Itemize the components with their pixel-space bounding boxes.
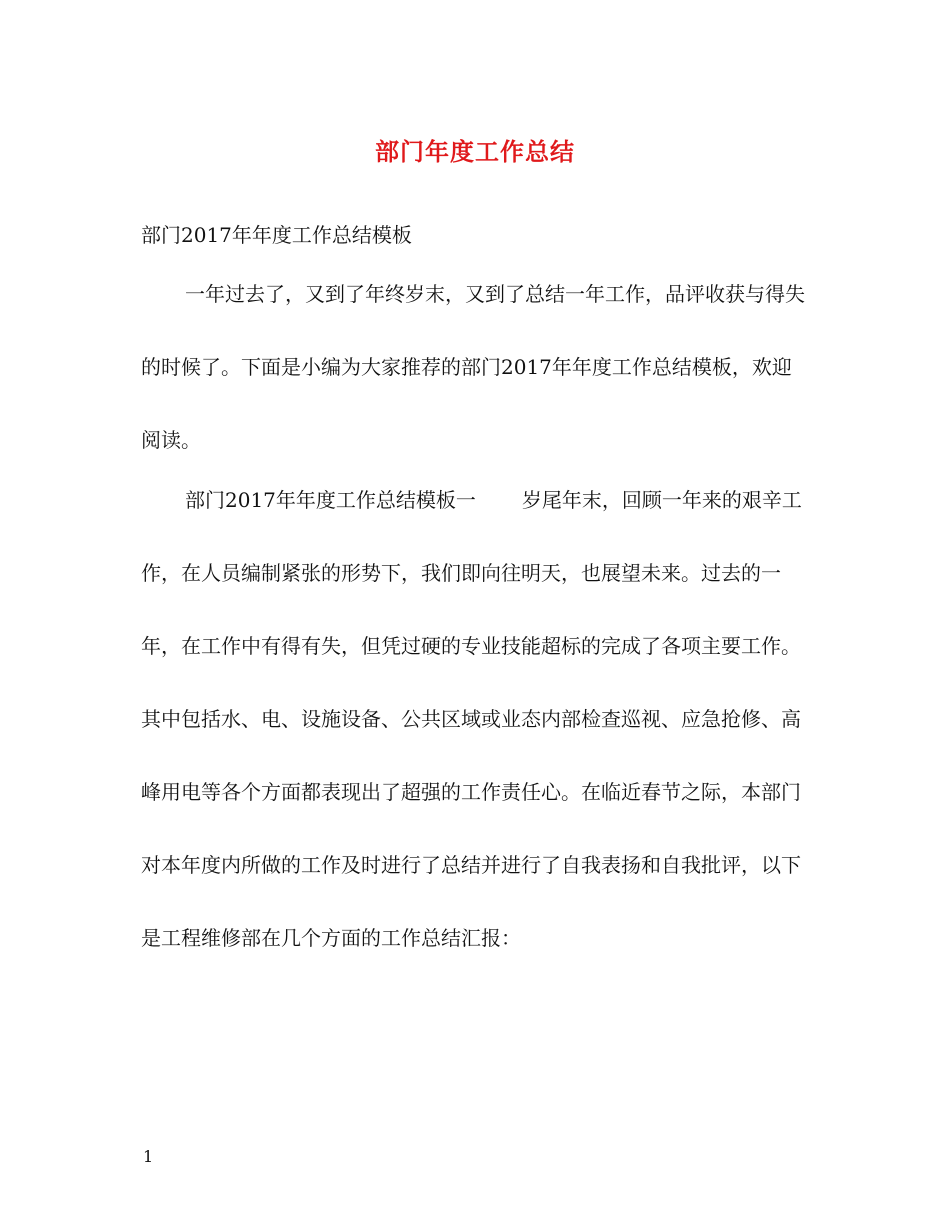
document-subtitle: 部门2017年年度工作总结模板	[141, 223, 412, 247]
page-number: 1	[143, 1147, 154, 1166]
paragraph-template-one	[141, 464, 811, 975]
document-title: 部门年度工作总结	[375, 137, 575, 166]
paragraph-template-one-heading: 部门2017年年度工作总结模板一	[185, 488, 476, 512]
paragraph-intro	[141, 258, 811, 477]
paragraph-template-one-text: 岁尾年末，回顾一年来的艰辛工作，在人员编制紧张的形势下，我们即向往明天，也展望未来。过去的一年，在工作中有得有失，但凭过硬的专业技能超标的完成了各项主要工作。其中包括水、电、设施设备、公共区域或业态内部检查巡视、应急抢修、高峰用电等各个方面都表现出了超强的工作责任心。在临近春节之际，本部门对本年度内所做的工作及时进行了总结并进行了自我表扬和自我批评，以下是工程维修部在几个方面的工作总结汇报：	[141, 488, 802, 950]
paragraph-intro-text: 一年过去了，又到了年终岁末，又到了总结一年工作，品评收获与得失的时候了。下面是小编为大家推荐的部门2017年年度工作总结模板，欢迎阅读。	[141, 282, 805, 452]
